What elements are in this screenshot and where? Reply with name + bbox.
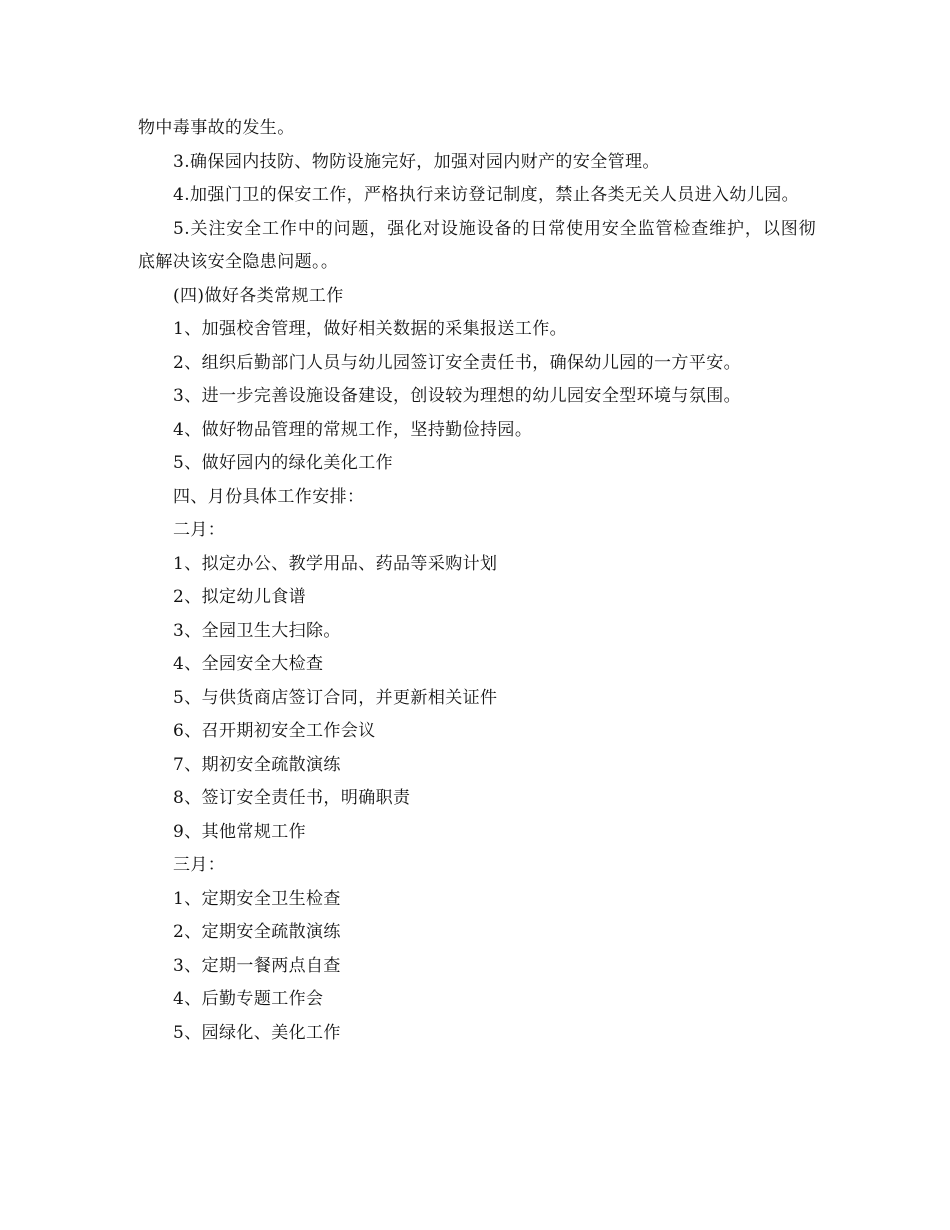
list-item: 1、定期安全卫生检查 <box>173 888 341 909</box>
list-item: 2、拟定幼儿食谱 <box>173 587 307 607</box>
list-item: 4、后勤专题工作会 <box>173 989 324 1009</box>
document-body <box>138 112 816 1050</box>
list-item: 4、全园安全大检查 <box>173 654 324 674</box>
month-heading-march: 三月： <box>173 855 226 875</box>
list-item: 3、全园卫生大扫除。 <box>173 620 341 641</box>
list-item: 9、其他常规工作 <box>173 821 307 842</box>
paragraph-item-5: 5.关注安全工作中的问题，强化对设施设备的日常使用安全监管检查维护，以图彻底解决该安全隐患问题。。 <box>138 218 816 272</box>
list-item: 1、加强校舍管理，做好相关数据的采集报送工作。 <box>173 319 568 339</box>
list-item: 2、组织后勤部门人员与幼儿园签订安全责任书，确保幼儿园的一方平安。 <box>173 352 742 373</box>
list-item: 1、拟定办公、教学用品、药品等采购计划 <box>173 553 498 574</box>
list-item: 3、定期一餐两点自查 <box>173 955 341 976</box>
list-item: 8、签订安全责任书，明确职责 <box>173 788 411 808</box>
list-item: 4、做好物品管理的常规工作，坚持勤俭持园。 <box>173 419 533 440</box>
list-item: 7、期初安全疏散演练 <box>173 754 341 775</box>
paragraph-item-3: 3.确保园内技防、物防设施完好，加强对园内财产的安全管理。 <box>173 151 660 172</box>
list-item: 2、定期安全疏散演练 <box>173 922 341 942</box>
list-item: 6、召开期初安全工作会议 <box>173 721 376 741</box>
paragraph-item-4: 4.加强门卫的保安工作，严格执行来访登记制度，禁止各类无关人员进入幼儿园。 <box>173 185 800 205</box>
list-item: 5、做好园内的绿化美化工作 <box>173 453 394 473</box>
paragraph-continuation: 物中毒事故的发生。 <box>138 118 295 138</box>
list-item: 5、园绿化、美化工作 <box>173 1022 341 1043</box>
list-item: 3、进一步完善设施设备建设，创设较为理想的幼儿园安全型环境与氛围。 <box>173 386 742 406</box>
section-heading-monthly-plan: 四、月份具体工作安排： <box>173 486 365 507</box>
list-item: 5、与供货商店签订合同，并更新相关证件 <box>173 687 498 708</box>
section-heading-routine-work: (四)做好各类常规工作 <box>173 285 344 306</box>
month-heading-february: 二月： <box>173 520 226 540</box>
